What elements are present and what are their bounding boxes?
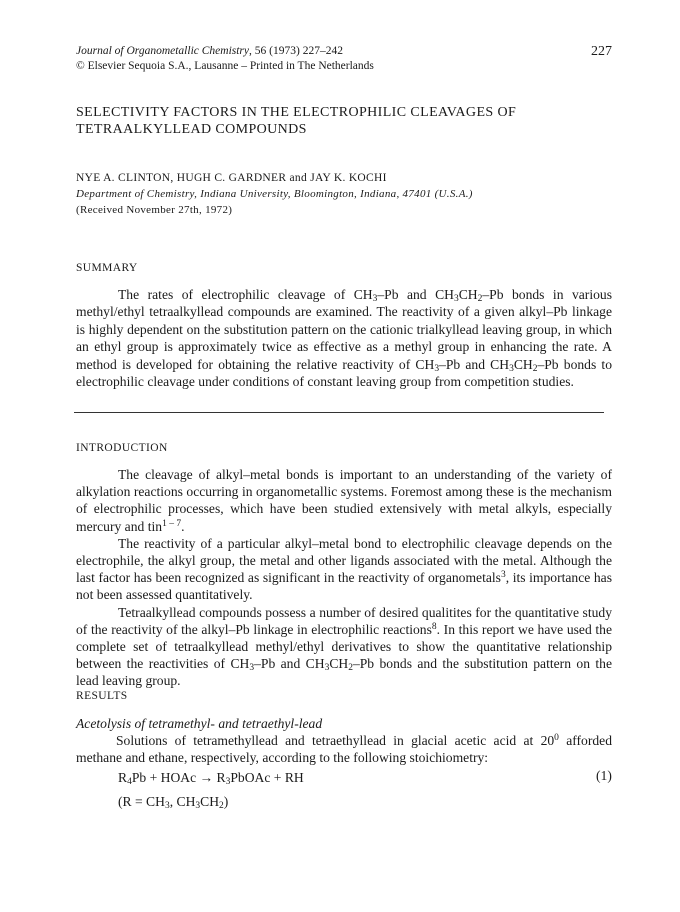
- equation-text: Pb + HOAc → R: [131, 770, 226, 785]
- subscript: 3: [249, 663, 255, 674]
- citation-superscript: 1 – 7: [162, 518, 182, 529]
- affiliation: Department of Chemistry, Indiana University, Bloomington, Indiana, 47401 (U.S.A.): [76, 188, 473, 200]
- subscript: 3: [164, 801, 170, 811]
- subscript: 3: [434, 363, 440, 374]
- equation-number: (1): [596, 768, 612, 783]
- subscript: 3: [453, 294, 459, 304]
- section-divider: [74, 412, 604, 413]
- subscript: 3: [324, 663, 330, 674]
- subscript: 3: [372, 294, 378, 304]
- equation-text: ): [223, 794, 229, 809]
- author-names: NYE A. CLINTON, HUGH C. GARDNER and JAY K. KOCHI: [76, 172, 387, 184]
- subscript: 2: [532, 363, 538, 374]
- author-block: [76, 170, 616, 218]
- received-date: (Received November 27th, 1972): [76, 204, 233, 216]
- results-text: Solutions of tetramethyllead and tetraethyllead in glacial acetic acid at 20: [116, 733, 555, 748]
- results-paragraph: [76, 732, 612, 767]
- intro-text: The reactivity of a particular alkyl–metal bond to electrophilic cleavage depends on the electrophile, the alkyl group, the metal and other ligands associated with the metal. Although the last factor has been recognized as significant in the reactivity of organometals: [76, 535, 612, 586]
- publisher-line: © Elsevier Sequoia S.A., Lausanne – Printed in The Netherlands: [76, 60, 374, 72]
- intro-paragraph-3: [76, 604, 612, 690]
- subscript: 3: [225, 777, 231, 787]
- equation-text: CH: [200, 794, 220, 809]
- summary-text-5: –Pb and CH: [439, 356, 510, 372]
- summary-heading: SUMMARY: [76, 262, 138, 274]
- summary-paragraph: [76, 286, 612, 390]
- intro-text: , its importance has not been assessed quantitatively.: [76, 570, 612, 603]
- introduction-heading: INTRODUCTION: [76, 442, 168, 454]
- article-title: [76, 104, 616, 138]
- summary-text-7: –Pb bonds to electrophilic cleavage under conditions of constant leaving group from competition studies.: [76, 356, 612, 390]
- journal-name: Journal of Organometallic Chemistry: [76, 45, 250, 57]
- title-line-2: TETRAALKYLLEAD COMPOUNDS: [76, 122, 307, 137]
- intro-text: . In this report we have used the complete set of tetraalkyllead methyl/ethyl derivatives to show the quantitative relationship between the reactivities of CH: [76, 621, 612, 672]
- citation-superscript: 3: [500, 570, 506, 581]
- equation-text: , CH: [169, 794, 196, 809]
- results-text: afforded methane and ethane, respectively, according to the following stoichiometry:: [76, 733, 612, 766]
- summary-text-4: –Pb bonds in various methyl/ethyl tetraalkyllead compounds are examined. The reactivity of a given alkyl–Pb linkage is highly dependent on the substitution pattern on the cationic trialkyllead leaving group, in which an ethyl group is approximately twice as effective as a methyl group in enhancing the rate. A method is developed for obtaining the relative reactivity of CH: [76, 287, 612, 372]
- summary-text-2: –Pb and CH: [377, 287, 454, 302]
- intro-paragraph-1: [76, 466, 612, 535]
- equation-condition: [118, 794, 228, 810]
- subscript: 2: [219, 801, 224, 811]
- intro-text: Tetraalkyllead compounds possess a number of desired qualitites for the quantitative study of the reactivity of the alkyl–Pb linkage in electrophilic reactions: [76, 604, 612, 637]
- equation-text: (R = CH: [118, 794, 165, 809]
- subscript: 2: [348, 663, 353, 674]
- summary-text-3: CH: [458, 287, 478, 302]
- title-line-1: SELECTIVITY FACTORS IN THE ELECTROPHILIC CLEAVAGES OF: [76, 105, 517, 120]
- citation-superscript: 8: [431, 621, 437, 632]
- intro-text: The cleavage of alkyl–metal bonds is important to an understanding of the variety of alkylation reactions occurring in organometallic systems. Foremost among these is the mechanism of electrophilic processes, which have been studied extensively with metal alkyls, especially mercury and tin: [76, 467, 612, 534]
- equation-1: [118, 770, 304, 786]
- running-header: [76, 44, 612, 74]
- subscript: 3: [195, 801, 201, 811]
- intro-text: –Pb and CH: [254, 656, 325, 672]
- results-subheading: Acetolysis of tetramethyl- and tetraethyl-lead: [76, 716, 323, 731]
- degree-superscript: 0: [554, 733, 559, 743]
- intro-text: –Pb bonds and the substitution pattern on the lead leaving group.: [76, 656, 612, 689]
- subscript: 3: [509, 363, 514, 374]
- equation-text: PbOAc + RH: [230, 770, 304, 785]
- results-heading: RESULTS: [76, 690, 128, 702]
- summary-text-6: CH: [513, 356, 533, 372]
- intro-text: CH: [329, 656, 349, 672]
- journal-volume: , 56 (1973) 227–242: [249, 45, 343, 57]
- subscript: 2: [477, 294, 483, 304]
- equation-text: R: [118, 770, 128, 785]
- journal-citation: [76, 44, 612, 59]
- summary-text-1: The rates of electrophilic cleavage of CH: [118, 287, 373, 302]
- introduction-body: [76, 466, 612, 690]
- intro-text: .: [181, 518, 185, 534]
- intro-paragraph-2: [76, 535, 612, 604]
- subscript: 4: [127, 777, 132, 787]
- page-number: 227: [591, 44, 612, 59]
